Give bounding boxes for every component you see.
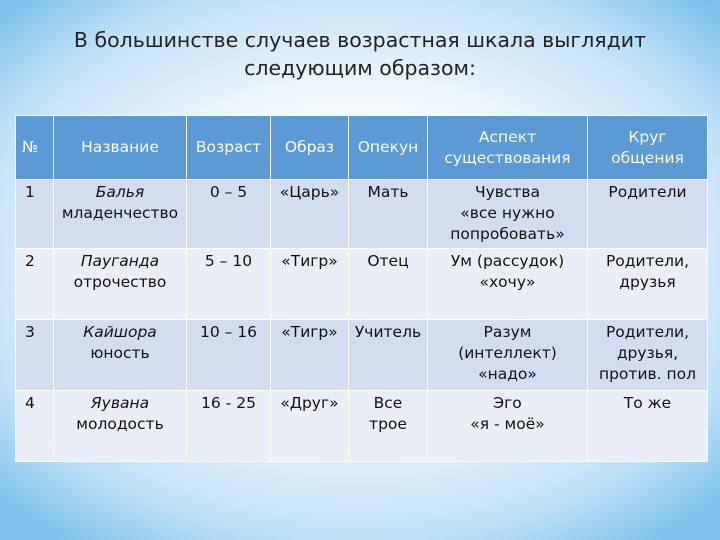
cell-name bbox=[54, 391, 187, 462]
cell-circle-line-1: Родители bbox=[608, 183, 687, 201]
header-num: № bbox=[16, 116, 54, 180]
title-line-2: следующим образом: bbox=[244, 56, 476, 80]
cell-name bbox=[54, 320, 187, 391]
title-line-1: В большинстве случаев возрастная шкала выглядит bbox=[73, 28, 647, 52]
header-image: Образ bbox=[271, 116, 349, 180]
cell-aspect bbox=[428, 391, 588, 462]
header-age: Возраст bbox=[187, 116, 271, 180]
header-aspect-line-2: существования bbox=[444, 148, 571, 167]
cell-age: 10 – 16 bbox=[187, 320, 271, 391]
table-header-row bbox=[16, 116, 708, 180]
cell-age: 0 – 5 bbox=[187, 180, 271, 249]
cell-aspect bbox=[428, 320, 588, 391]
table-row bbox=[16, 391, 708, 462]
cell-circle-line-2: друзья, bbox=[616, 344, 679, 362]
cell-aspect-line-2: «хочу» bbox=[479, 273, 536, 291]
cell-num: 3 bbox=[16, 320, 54, 391]
cell-circle bbox=[588, 249, 708, 320]
cell-aspect-line-1: Разум bbox=[483, 323, 532, 341]
cell-guardian bbox=[349, 249, 428, 320]
cell-guardian-line-2: трое bbox=[369, 415, 407, 433]
cell-name-sanskrit: Кайшора bbox=[83, 323, 157, 341]
cell-name-sanskrit: Яувана bbox=[90, 394, 150, 412]
cell-num: 1 bbox=[16, 180, 54, 249]
slide-title bbox=[60, 26, 660, 82]
cell-name-period: отрочество bbox=[73, 273, 167, 291]
header-name: Название bbox=[54, 116, 187, 180]
cell-aspect-line-2: «все нужно bbox=[460, 204, 555, 222]
cell-image: «Тигр» bbox=[271, 320, 349, 391]
cell-circle-line-3: против. пол bbox=[598, 365, 697, 383]
header-guardian: Опекун bbox=[349, 116, 428, 180]
header-aspect-line-1: Аспект bbox=[478, 127, 537, 146]
cell-guardian bbox=[349, 391, 428, 462]
header-circle-line-1: Круг bbox=[628, 127, 667, 146]
cell-circle-line-2: друзья bbox=[619, 273, 676, 291]
cell-image: «Друг» bbox=[271, 391, 349, 462]
cell-aspect-line-1: Эго bbox=[493, 394, 522, 412]
cell-guardian bbox=[349, 180, 428, 249]
cell-name bbox=[54, 249, 187, 320]
cell-name-sanskrit: Балья bbox=[95, 183, 145, 201]
cell-num: 2 bbox=[16, 249, 54, 320]
cell-circle-line-1: Родители, bbox=[605, 252, 690, 270]
cell-guardian-line-1: Мать bbox=[367, 183, 409, 201]
cell-guardian-line-1: Учитель bbox=[354, 323, 422, 341]
cell-aspect-line-1: Ум (рассудок) bbox=[450, 252, 565, 270]
age-scale-table bbox=[15, 115, 708, 462]
cell-guardian-line-1: Отец bbox=[367, 252, 409, 270]
cell-name-period: младенчество bbox=[61, 204, 179, 222]
cell-circle bbox=[588, 320, 708, 391]
cell-name-sanskrit: Пауганда bbox=[80, 252, 160, 270]
cell-image: «Царь» bbox=[271, 180, 349, 249]
cell-aspect-line-1: Чувства bbox=[474, 183, 541, 201]
cell-age: 5 – 10 bbox=[187, 249, 271, 320]
cell-name-period: молодость bbox=[76, 415, 164, 433]
header-aspect bbox=[428, 116, 588, 180]
table-row bbox=[16, 249, 708, 320]
cell-aspect-line-3: попробовать» bbox=[450, 225, 565, 243]
cell-circle bbox=[588, 180, 708, 249]
header-circle bbox=[588, 116, 708, 180]
cell-aspect bbox=[428, 180, 588, 249]
cell-name-period: юность bbox=[90, 344, 150, 362]
cell-circle-line-1: То же bbox=[623, 394, 672, 412]
cell-num: 4 bbox=[16, 391, 54, 462]
cell-name bbox=[54, 180, 187, 249]
cell-aspect bbox=[428, 249, 588, 320]
header-circle-line-2: общения bbox=[611, 148, 684, 167]
cell-image: «Тигр» bbox=[271, 249, 349, 320]
cell-circle bbox=[588, 391, 708, 462]
table-row bbox=[16, 180, 708, 249]
cell-guardian bbox=[349, 320, 428, 391]
table-row bbox=[16, 320, 708, 391]
cell-age: 16 - 25 bbox=[187, 391, 271, 462]
cell-circle-line-1: Родители, bbox=[605, 323, 690, 341]
cell-aspect-line-2: (интеллект) bbox=[458, 344, 557, 362]
cell-guardian-line-1: Все bbox=[373, 394, 403, 412]
cell-aspect-line-2: «я - моё» bbox=[470, 415, 545, 433]
cell-aspect-line-3: «надо» bbox=[478, 365, 537, 383]
